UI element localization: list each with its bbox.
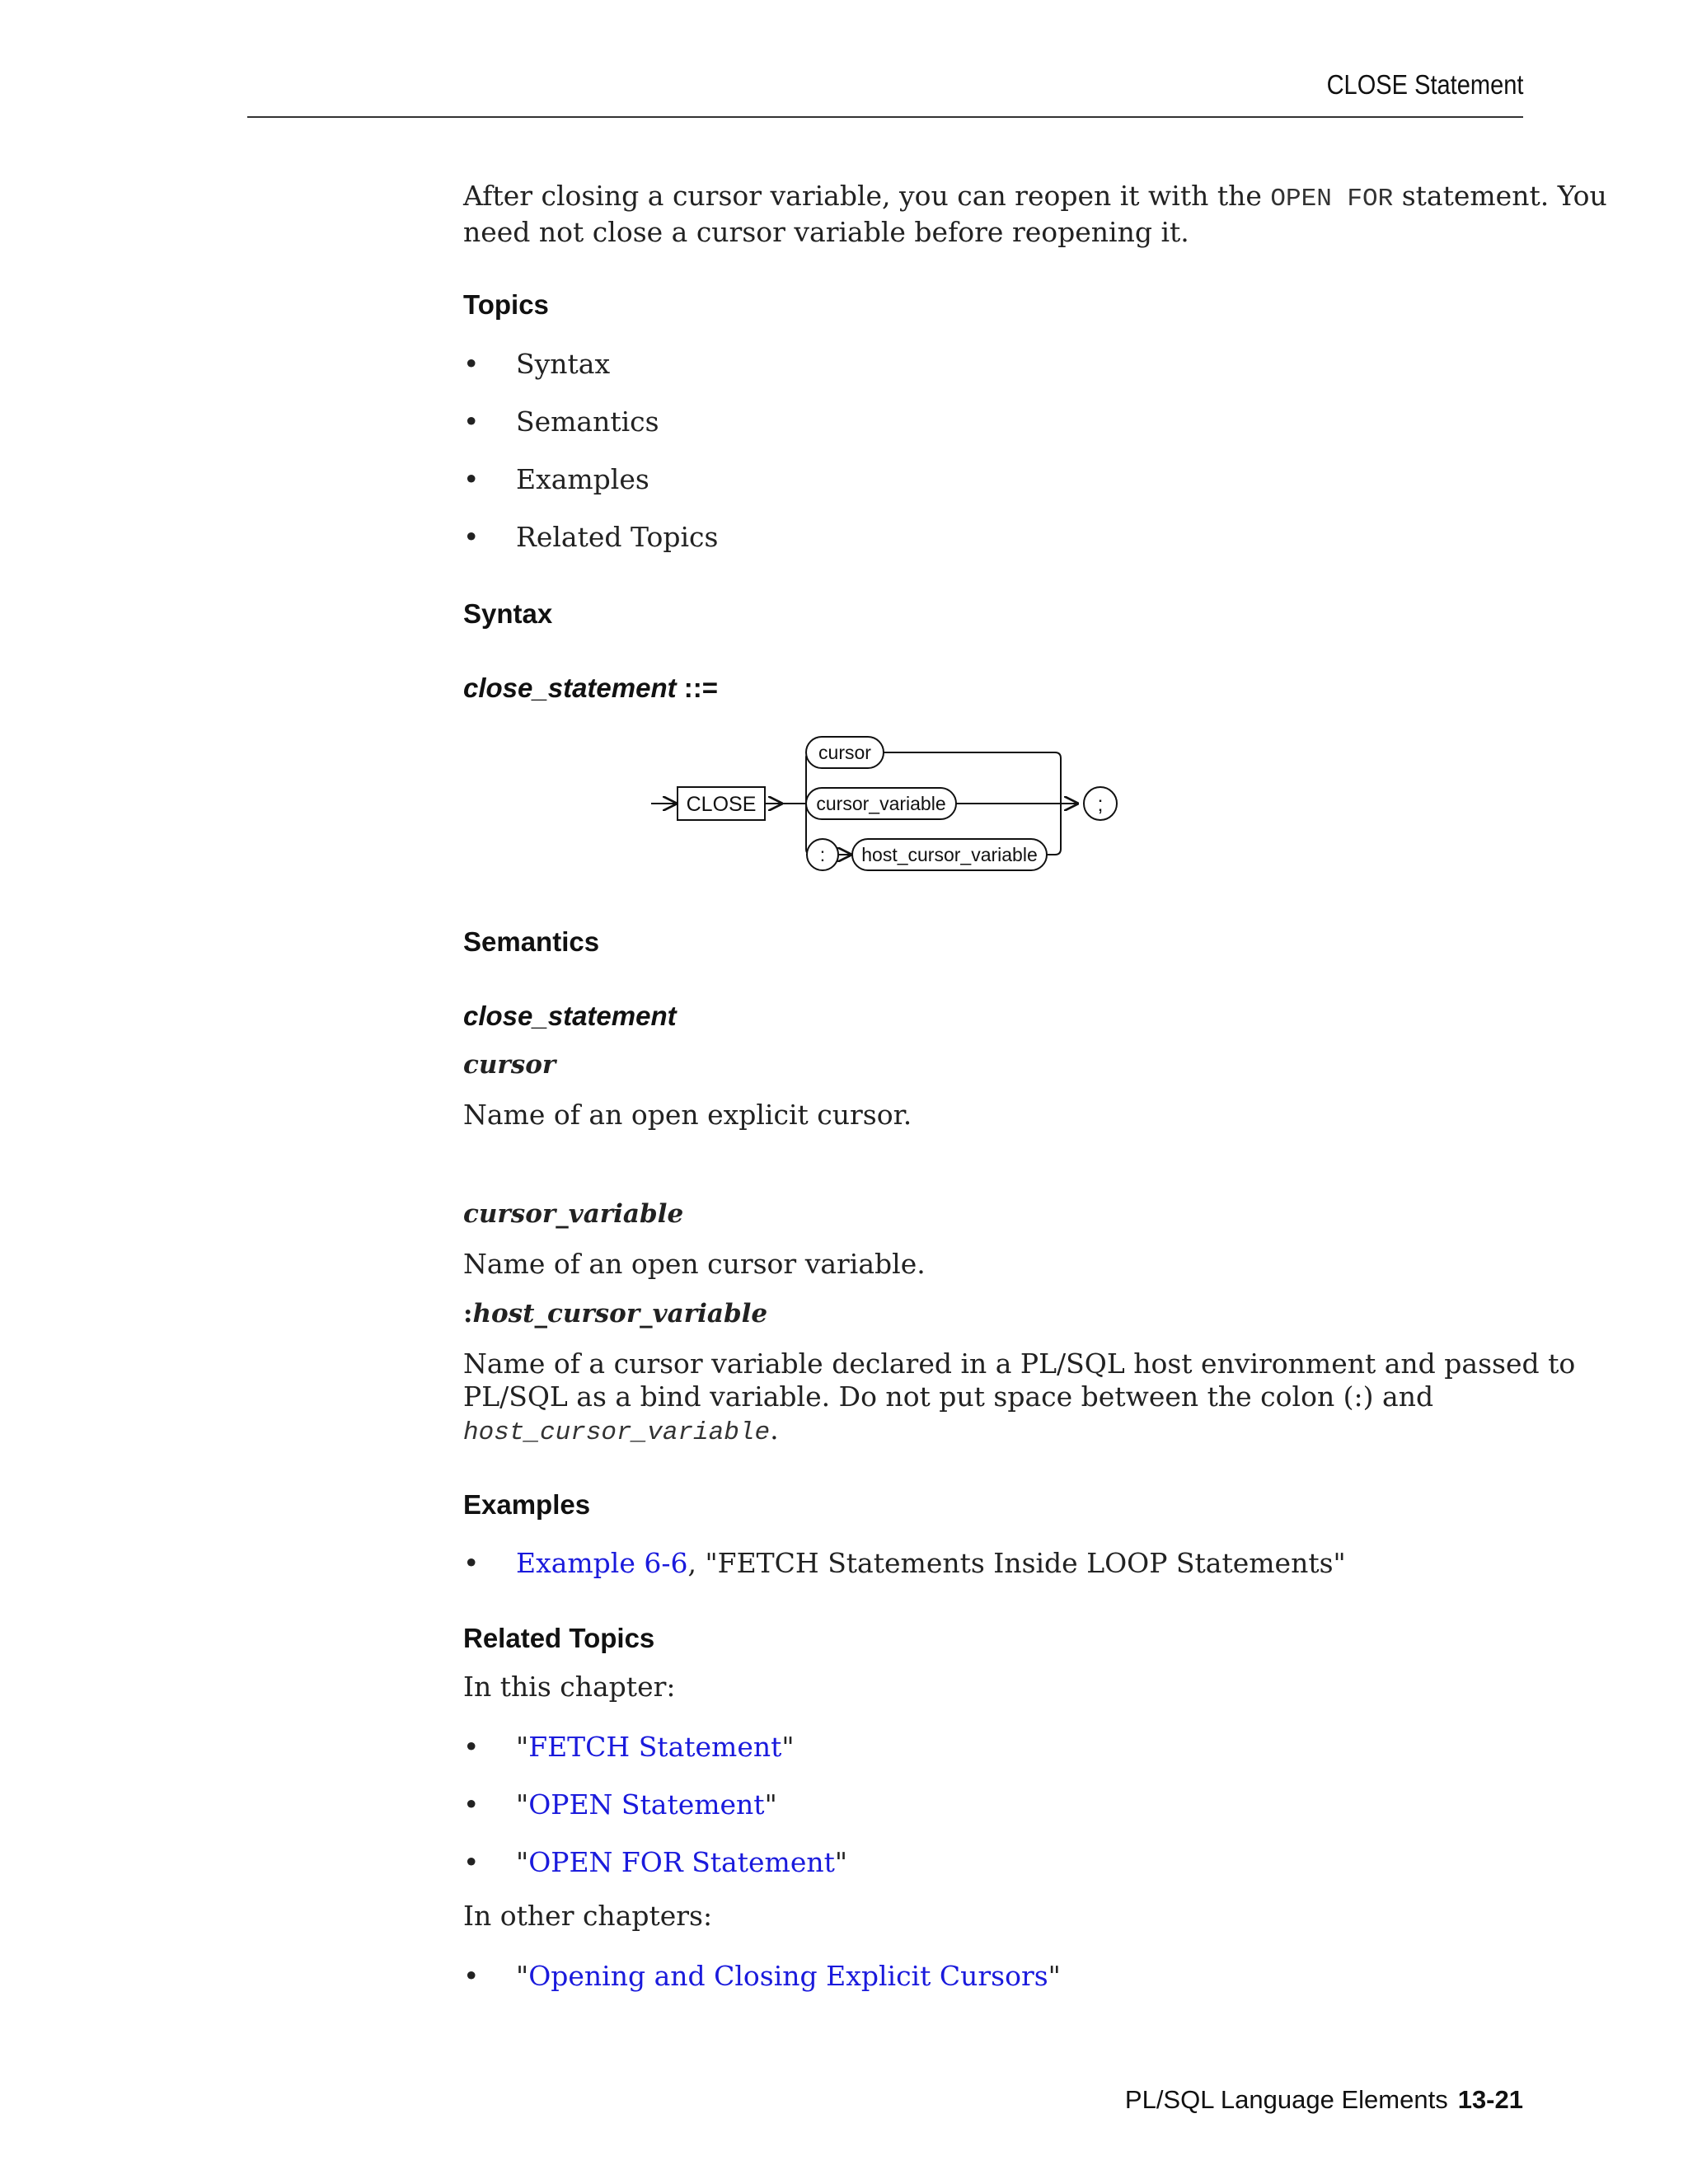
intro-text-post: statement. You: [1393, 180, 1607, 212]
topic-link-related-topics[interactable]: Related Topics: [516, 521, 719, 553]
syntax-railroad-diagram: [643, 725, 1137, 882]
desc-host-cursor-variable: [463, 1347, 1575, 1450]
bullet: •: [463, 1846, 480, 1878]
bullet: •: [463, 521, 480, 553]
syntax-rule: [463, 673, 718, 704]
diagram-keyword-close: CLOSE: [686, 793, 757, 816]
desc-cursor-variable: Name of an open cursor variable.: [463, 1248, 926, 1280]
example-item: [516, 1547, 1346, 1579]
quote-close: ": [781, 1731, 795, 1763]
quote-open: ": [516, 1731, 529, 1763]
related-item: [516, 1788, 777, 1821]
related-item: [516, 1731, 795, 1763]
examples-heading: Examples: [463, 1489, 591, 1520]
bullet: •: [463, 1731, 480, 1763]
bullet: •: [463, 1788, 480, 1821]
desc-hcv-period: .: [770, 1413, 779, 1446]
bullet: •: [463, 405, 480, 438]
quote-close: ": [764, 1788, 777, 1821]
term-cursor-variable: cursor_variable: [463, 1199, 684, 1229]
semantics-heading: Semantics: [463, 926, 600, 957]
related-link-open-for-statement[interactable]: OPEN FOR Statement: [528, 1846, 835, 1878]
related-in-chapter: In this chapter:: [463, 1671, 676, 1703]
bullet: •: [463, 1547, 480, 1579]
related-link-fetch-statement[interactable]: FETCH Statement: [528, 1731, 782, 1763]
bullet: •: [463, 1960, 480, 1992]
desc-cursor: Name of an open explicit cursor.: [463, 1099, 912, 1131]
desc-hcv-line1: Name of a cursor variable declared in a PL/SQL host environment and passed to: [463, 1347, 1576, 1380]
header-rule: [247, 116, 1523, 118]
intro-paragraph: [463, 180, 1607, 249]
syntax-rule-operator: ::=: [676, 673, 719, 703]
intro-text-line2: need not close a cursor variable before reopening it.: [463, 216, 1189, 248]
diagram-label-host-cursor-variable: host_cursor_variable: [861, 844, 1038, 865]
syntax-heading: Syntax: [463, 598, 553, 629]
desc-hcv-line2: PL/SQL as a bind variable. Do not put space between the colon (:) and: [463, 1380, 1434, 1413]
semantics-subheading: close_statement: [463, 1001, 677, 1031]
page-footer: [1125, 2085, 1523, 2115]
bullet: •: [463, 463, 480, 495]
related-item: [516, 1846, 847, 1878]
term-colon: :: [463, 1299, 473, 1329]
quote-close: ": [1048, 1960, 1061, 1992]
term-cursor: cursor: [463, 1050, 556, 1080]
quote-open: ": [516, 1788, 529, 1821]
desc-hcv-code: host_cursor_variable: [463, 1418, 771, 1447]
intro-code: OPEN FOR: [1270, 185, 1394, 213]
diagram-label-cursor-variable: cursor_variable: [816, 793, 946, 814]
footer-page-number: 13-21: [1457, 2085, 1523, 2114]
bullet: •: [463, 348, 480, 380]
quote-open: ": [516, 1846, 529, 1878]
quote-open: ": [516, 1960, 529, 1992]
related-heading: Related Topics: [463, 1623, 655, 1653]
diagram-label-cursor: cursor: [818, 742, 871, 763]
running-header-title: CLOSE Statement: [1326, 69, 1523, 100]
topic-link-semantics[interactable]: Semantics: [516, 405, 659, 438]
topic-link-syntax[interactable]: Syntax: [516, 348, 611, 380]
example-item-rest: , "FETCH Statements Inside LOOP Statements": [687, 1547, 1346, 1579]
related-link-open-statement[interactable]: OPEN Statement: [528, 1788, 765, 1821]
diagram-label-colon: :: [819, 844, 826, 865]
term-host-cursor-variable-name: host_cursor_variable: [472, 1299, 768, 1329]
related-link-opening-closing-cursors[interactable]: Opening and Closing Explicit Cursors: [528, 1960, 1048, 1992]
diagram-label-terminator: ;: [1097, 793, 1104, 816]
footer-book-title: PL/SQL Language Elements: [1124, 2085, 1448, 2114]
quote-close: ": [834, 1846, 848, 1878]
topics-heading: Topics: [463, 289, 549, 320]
related-item: [516, 1960, 1061, 1992]
term-host-cursor-variable: [463, 1299, 767, 1329]
topic-link-examples[interactable]: Examples: [516, 463, 649, 495]
related-in-other: In other chapters:: [463, 1900, 713, 1932]
intro-text-pre: After closing a cursor variable, you can reopen it with the: [463, 180, 1271, 212]
example-link[interactable]: Example 6-6: [516, 1547, 688, 1579]
syntax-rule-name: close_statement: [463, 673, 677, 703]
